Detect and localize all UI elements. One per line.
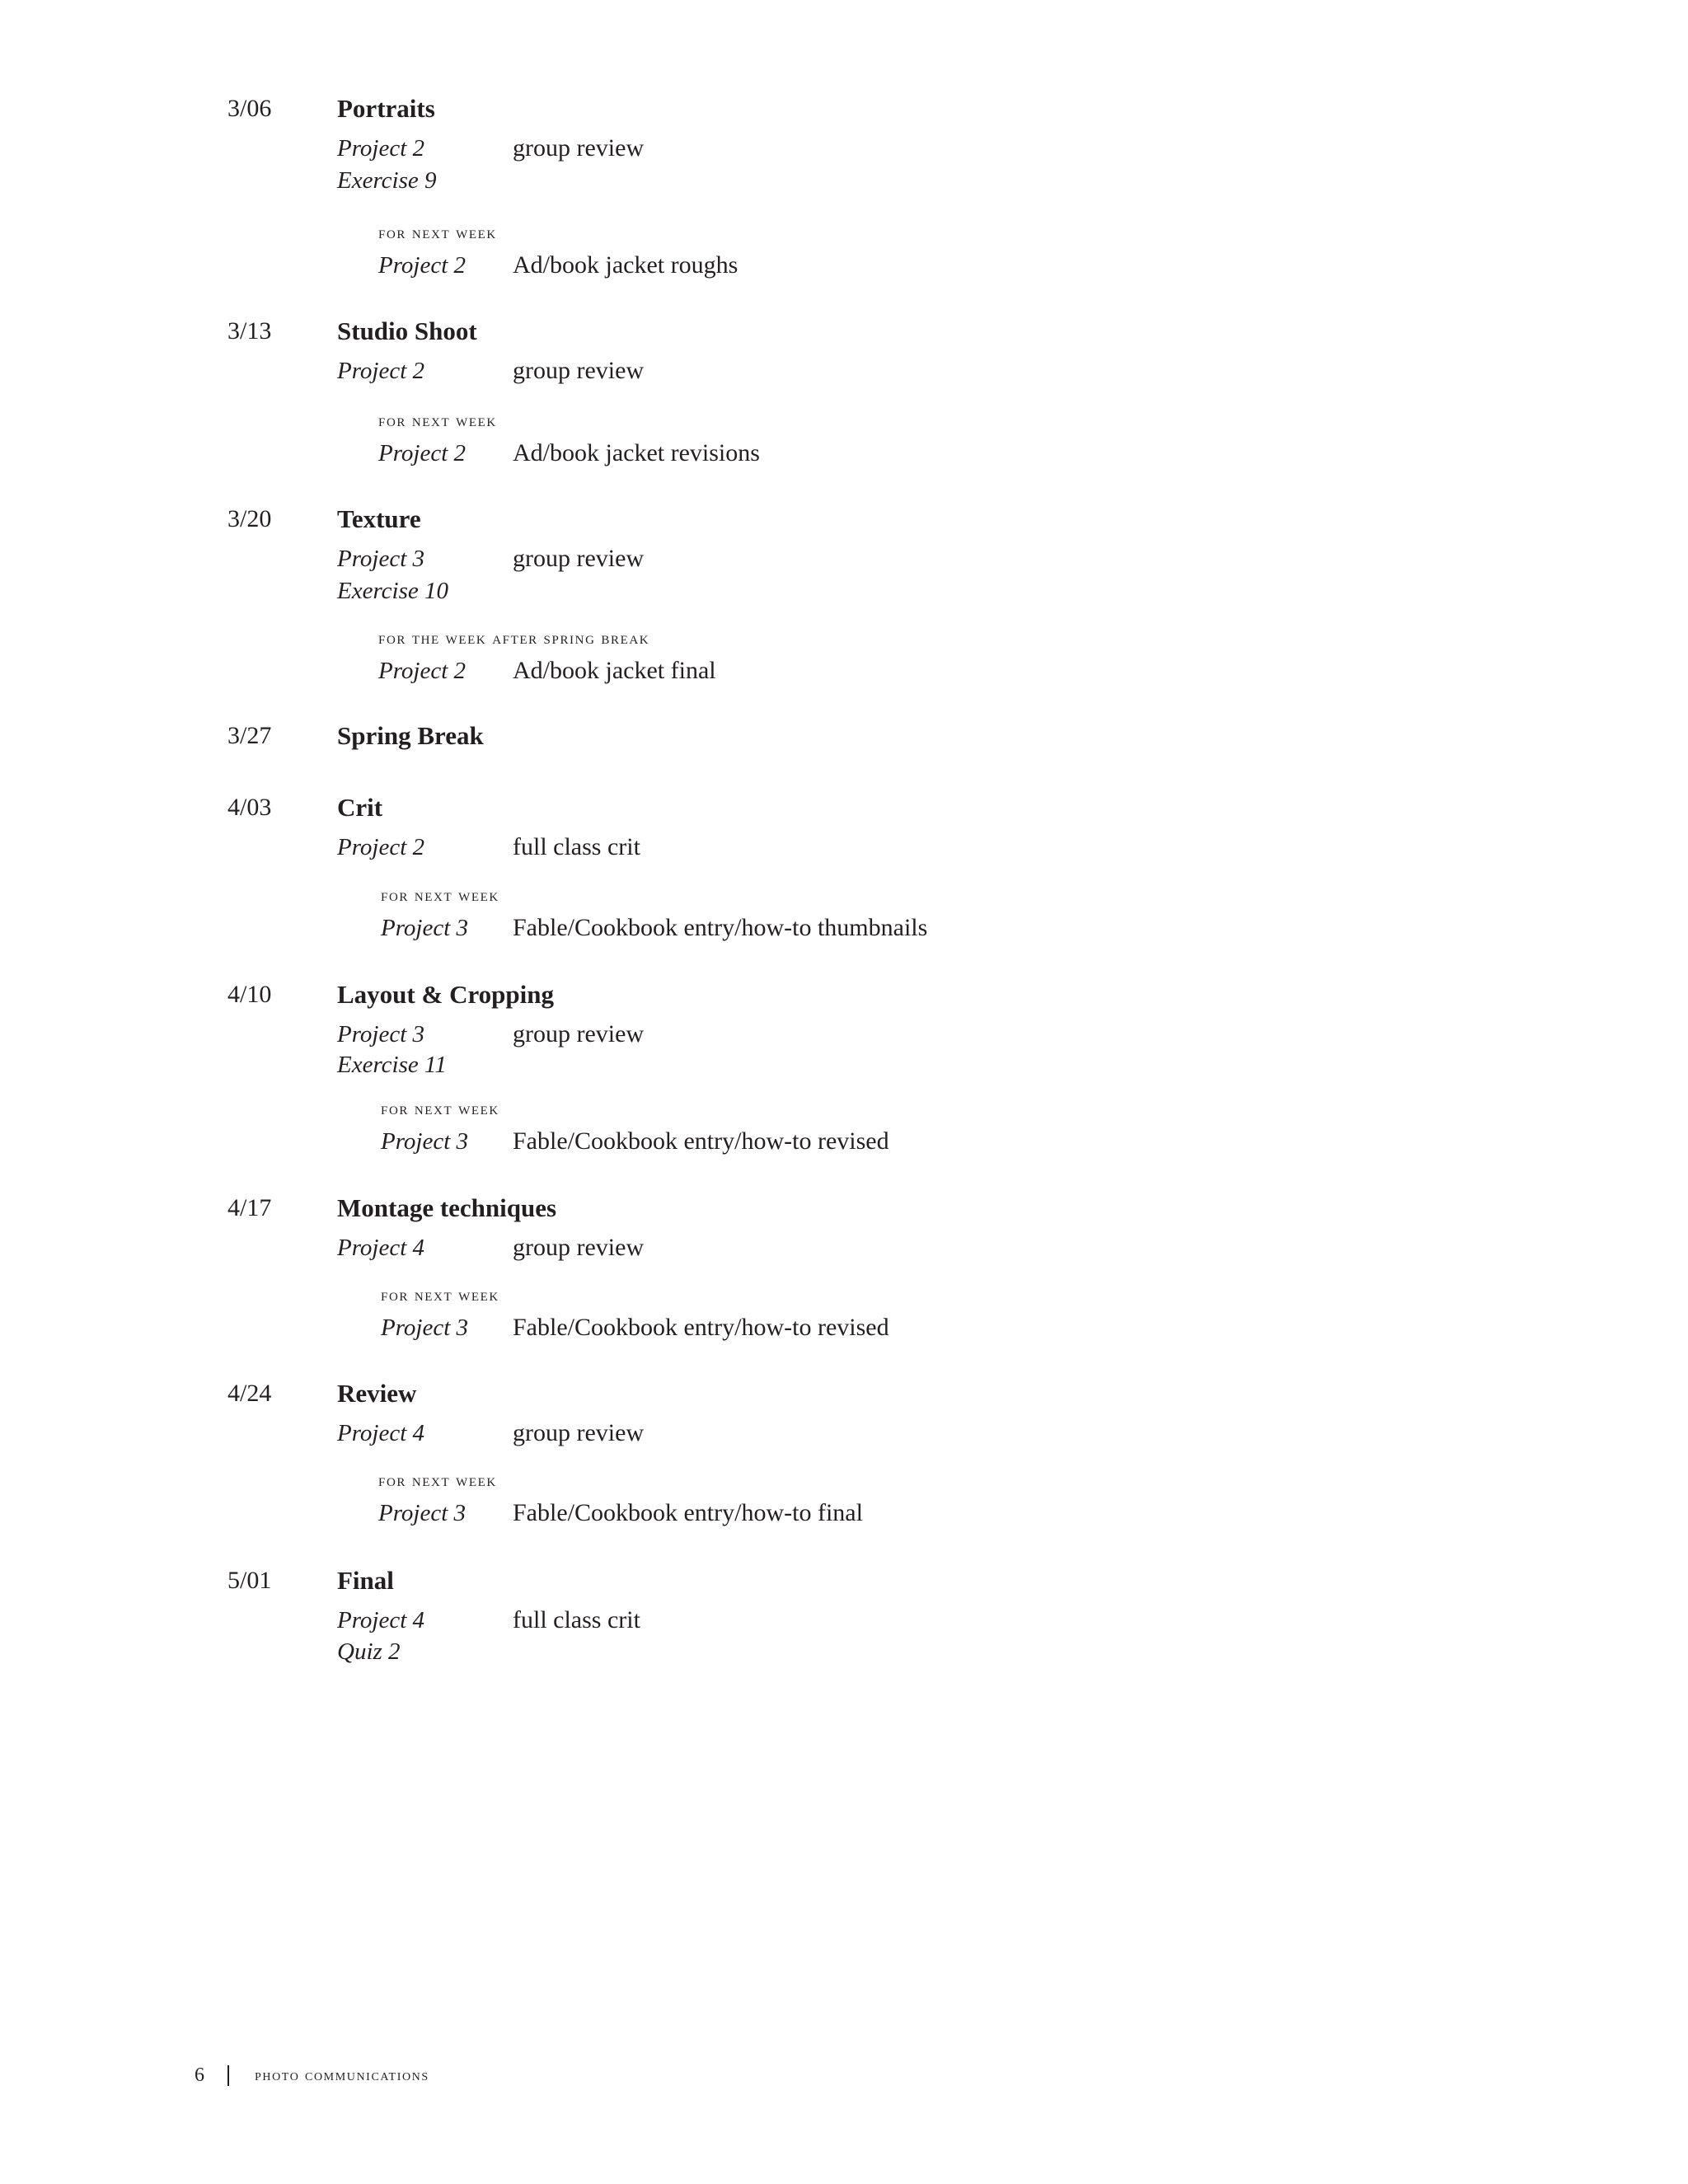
item-desc: group review [513, 357, 645, 384]
session-title: Layout & Cropping [337, 980, 554, 1009]
note-label: Project 3 [381, 1128, 469, 1155]
note-desc: Fable/Cookbook entry/how-to revised [513, 1314, 889, 1341]
session-date: 3/06 [227, 95, 272, 122]
item-label: Project 4 [337, 1420, 425, 1446]
note-desc: Ad/book jacket roughs [513, 251, 738, 279]
note-row [0, 437, 1688, 470]
note-row [0, 1311, 1688, 1344]
item-row [0, 1018, 1688, 1051]
session-title: Studio Shoot [337, 316, 477, 345]
note-heading: for the week after spring break [378, 628, 650, 648]
running-title: photo communications [255, 2066, 429, 2084]
item-desc: group review [513, 545, 645, 572]
item-row [0, 1417, 1688, 1450]
session-title: Final [337, 1566, 394, 1595]
session-title: Portraits [337, 94, 435, 123]
item-desc: group review [513, 134, 645, 162]
note-row [0, 654, 1688, 687]
note-label: Project 2 [378, 440, 467, 466]
item-row [0, 1604, 1688, 1637]
note-label: Project 2 [378, 658, 467, 684]
item-desc: full class crit [513, 833, 640, 860]
item-label: Exercise 10 [337, 578, 449, 604]
session-title: Review [337, 1379, 417, 1408]
session-date: 3/20 [227, 505, 272, 532]
note-label: Project 3 [378, 1500, 467, 1526]
item-label: Project 3 [337, 1021, 425, 1047]
item-label: Project 3 [337, 546, 425, 572]
item-row [0, 1048, 1688, 1081]
item-label: Project 4 [337, 1607, 425, 1633]
note-row [0, 1497, 1688, 1530]
note-row [0, 912, 1688, 944]
item-label: Project 2 [337, 358, 425, 384]
page-number: 6 [195, 2064, 204, 2086]
note-desc: Ad/book jacket revisions [513, 439, 760, 466]
session-title: Crit [337, 793, 383, 822]
note-heading: for next week [381, 1099, 499, 1118]
item-label: Project 2 [337, 834, 425, 860]
item-row [0, 1231, 1688, 1264]
note-heading: for next week [378, 1470, 497, 1490]
session-date: 5/01 [227, 1567, 272, 1594]
note-heading: for next week [378, 223, 497, 242]
item-row [0, 132, 1688, 165]
note-desc: Fable/Cookbook entry/how-to revised [513, 1127, 889, 1155]
note-label: Project 3 [381, 915, 469, 941]
item-label: Exercise 11 [337, 1052, 447, 1078]
note-heading: for next week [381, 885, 499, 905]
session-date: 3/13 [227, 317, 272, 344]
note-heading: for next week [378, 410, 497, 430]
item-label: Exercise 9 [337, 167, 437, 194]
item-row [0, 574, 1688, 607]
note-label: Project 2 [378, 252, 467, 279]
item-desc: group review [513, 1234, 645, 1261]
note-desc: Fable/Cookbook entry/how-to final [513, 1499, 863, 1526]
session-date: 4/24 [227, 1380, 272, 1407]
item-desc: full class crit [513, 1606, 640, 1633]
item-desc: group review [513, 1419, 645, 1446]
note-heading: for next week [381, 1285, 499, 1305]
note-row [0, 249, 1688, 282]
note-desc: Ad/book jacket final [513, 657, 716, 684]
note-label: Project 3 [381, 1315, 469, 1341]
footer-divider [227, 2065, 229, 2086]
session-date: 4/17 [227, 1194, 272, 1221]
item-desc: group review [513, 1020, 645, 1047]
session-title: Texture [337, 504, 421, 533]
session-date: 4/10 [227, 981, 272, 1008]
note-desc: Fable/Cookbook entry/how-to thumbnails [513, 914, 928, 941]
item-label: Project 2 [337, 135, 425, 162]
item-row [0, 542, 1688, 575]
page-footer [0, 2059, 1688, 2092]
session-date: 4/03 [227, 794, 272, 821]
item-row [0, 164, 1688, 197]
item-row [0, 354, 1688, 387]
item-row [0, 1635, 1688, 1668]
item-label: Quiz 2 [337, 1638, 401, 1665]
session-date: 3/27 [227, 722, 272, 749]
session-title: Spring Break [337, 721, 484, 750]
session-title: Montage techniques [337, 1193, 557, 1222]
item-row [0, 831, 1688, 864]
note-row [0, 1125, 1688, 1158]
item-label: Project 4 [337, 1235, 425, 1261]
